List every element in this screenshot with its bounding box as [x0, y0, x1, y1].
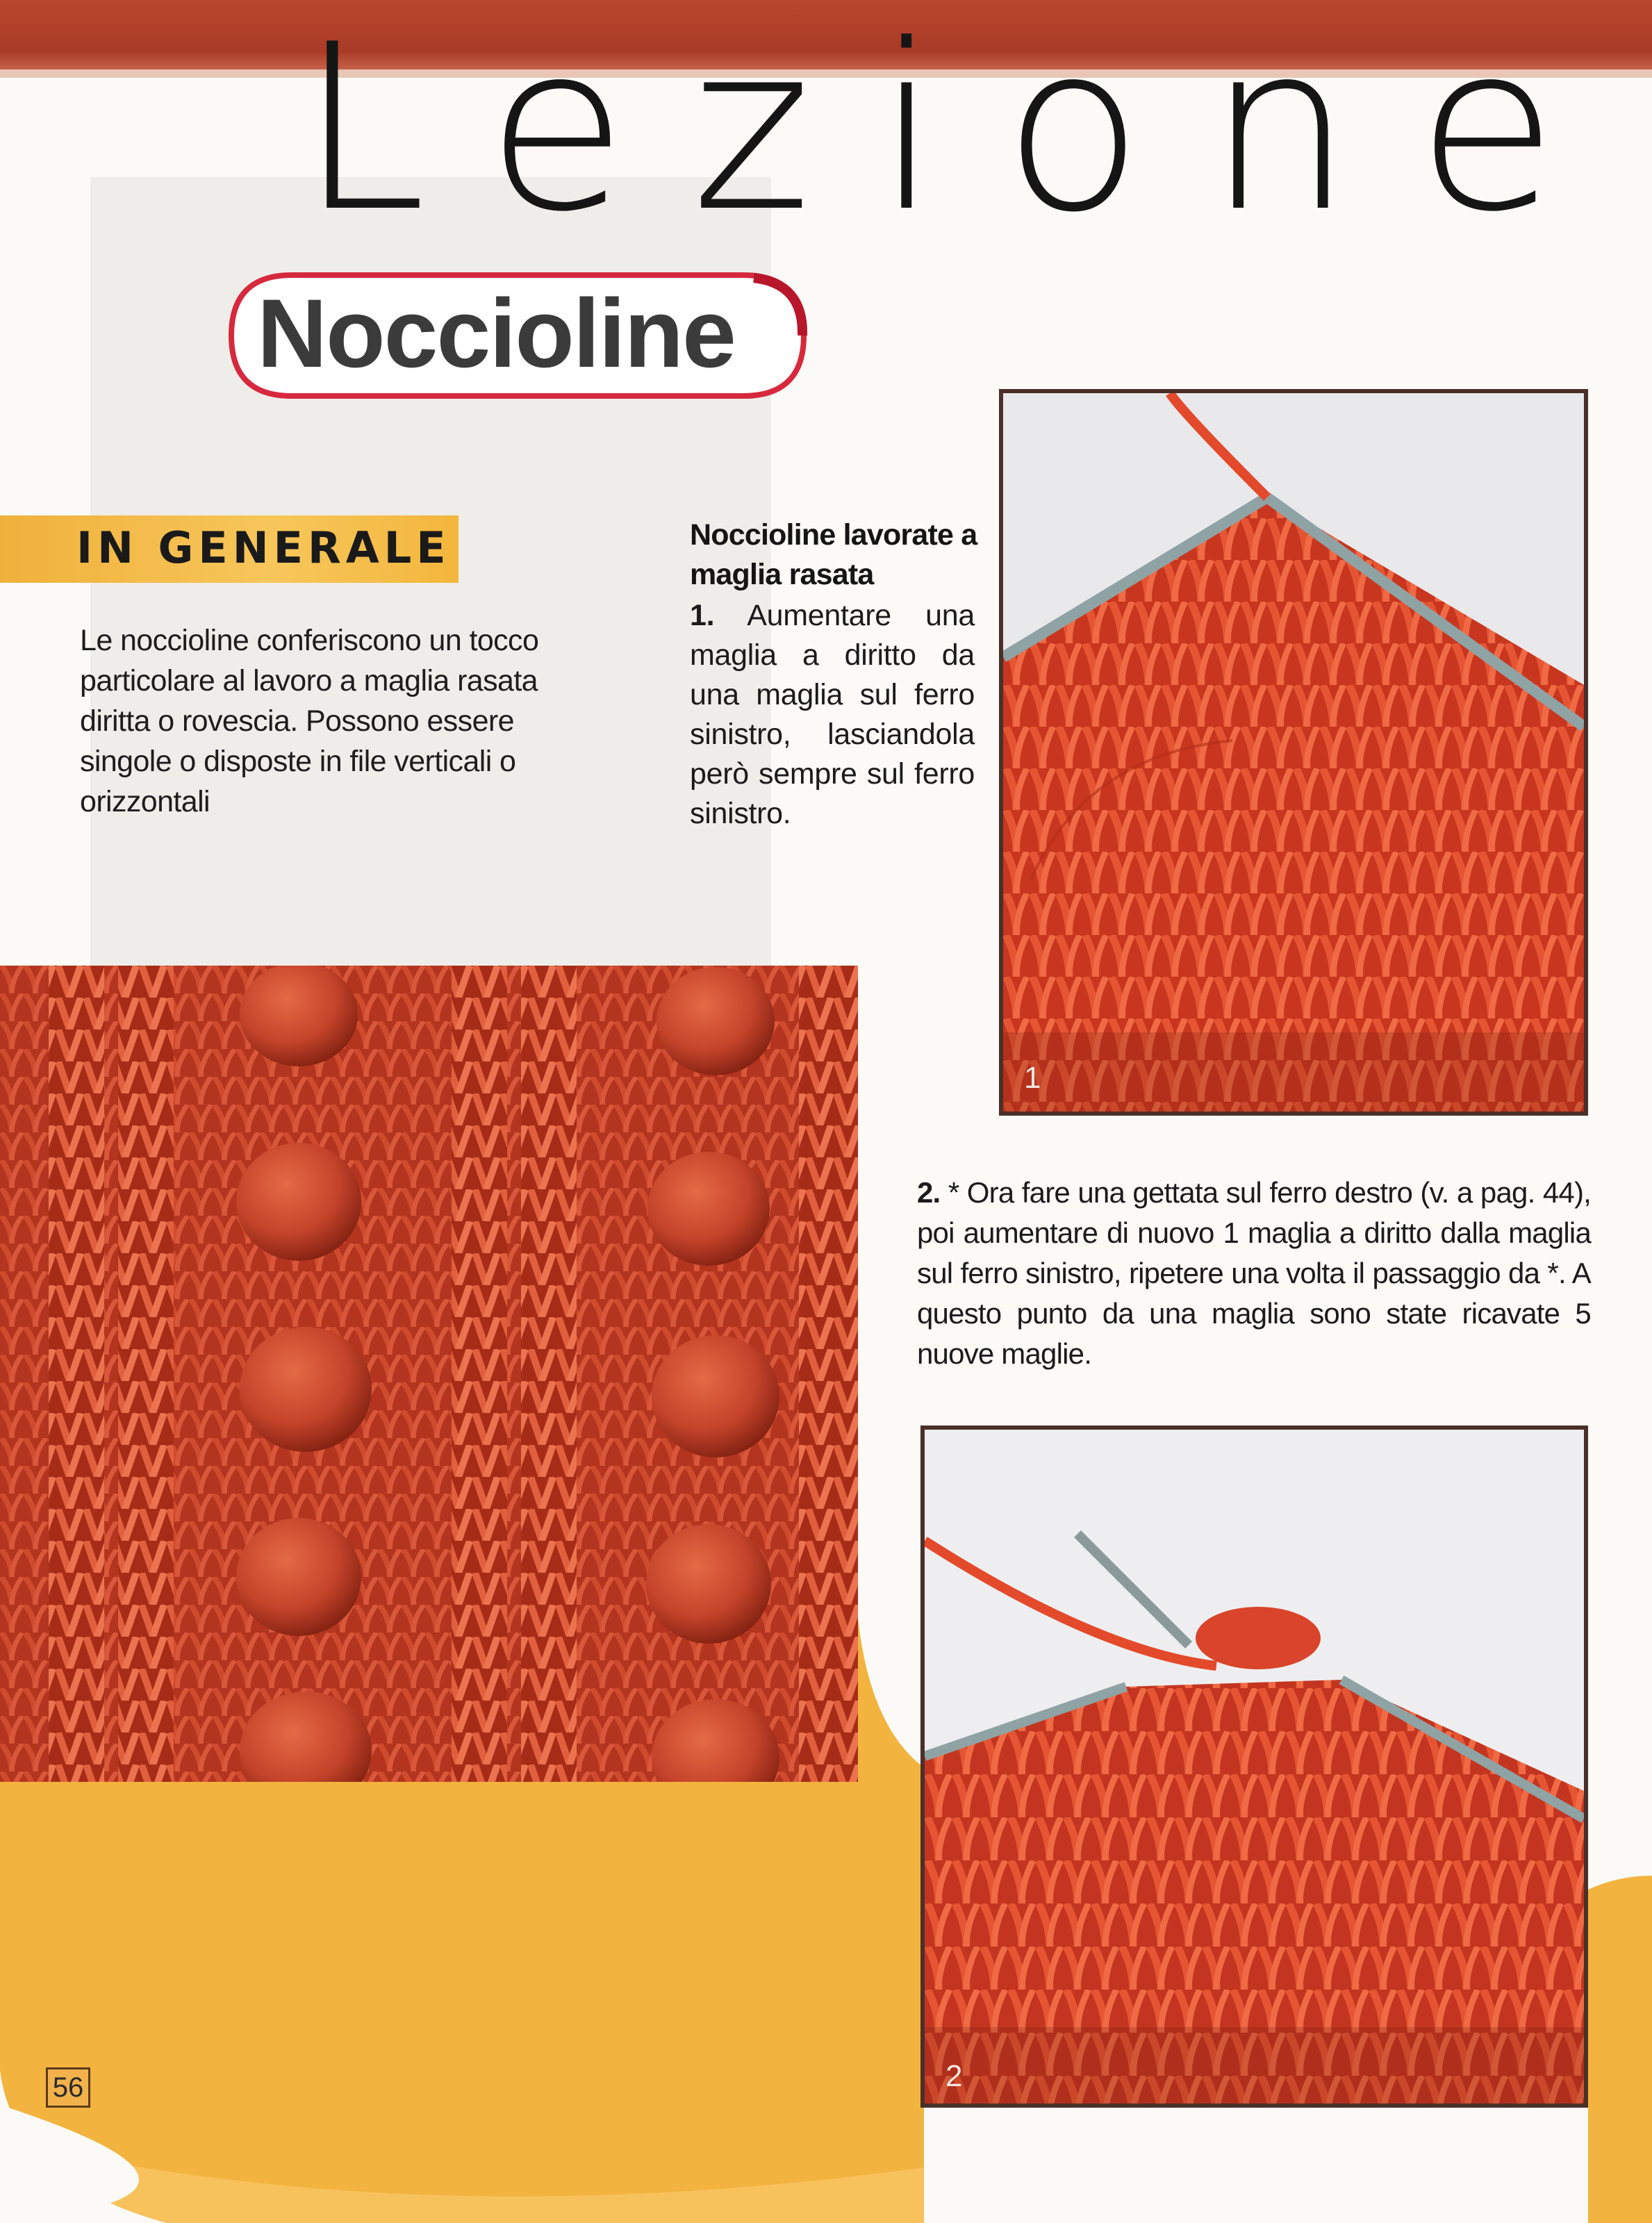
photo-1-label: 1: [1024, 1061, 1041, 1095]
swatch-photo: [0, 966, 858, 1782]
step-1-body: Aumentare una maglia a diritto da una maglia sul ferro sinistro, lasciandola però sempre sul ferro sinistro.: [690, 599, 975, 830]
intro-paragraph: Le noccioline conferiscono un tocco particolare al lavoro a maglia rasata diritta o rovescia. Possono essere singole o disposte in file verticali o orizzontali: [80, 624, 539, 818]
page-number: 56: [46, 2067, 90, 2108]
step-1-text: [690, 596, 975, 834]
lesson-subtitle: Noccioline: [257, 279, 735, 388]
step-2-body: * Ora fare una gettata sul ferro destro (v. a pag. 44), poi aumentare di nuovo 1 maglia a diritto dalla maglia sul ferro sinistro, ripetere una volta il passaggio da *. A questo punto da una maglia sono state ricavate 5 nuove maglie.: [917, 1176, 1591, 1370]
steps-heading: Noccioline lavorate a maglia rasata: [690, 518, 977, 591]
step-1-number: 1.: [690, 599, 715, 632]
section-title: IN GENERALE: [76, 522, 451, 573]
step-2-photo: [920, 1425, 1588, 2108]
step-2-text: [917, 1173, 1591, 1374]
step-2-number: 2.: [917, 1176, 941, 1209]
step-1-photo: [999, 389, 1588, 1116]
photo-2-label: 2: [945, 2059, 963, 2093]
page-title: Lezione: [299, 0, 1622, 262]
